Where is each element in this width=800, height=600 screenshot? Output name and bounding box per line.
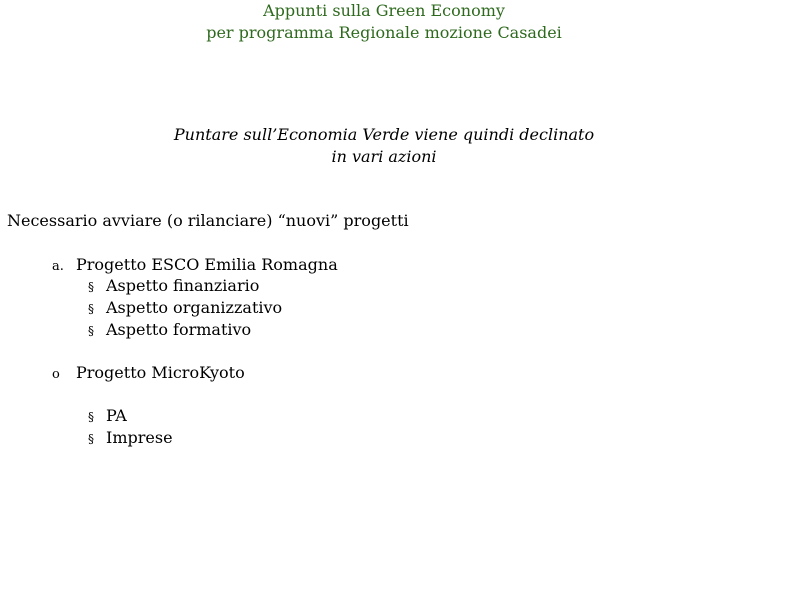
intro-text: Necessario avviare (o rilanciare) “nuovi” progetti: [7, 211, 409, 230]
sub-item-imprese: [88, 427, 173, 450]
list-item-label: Progetto ESCO Emilia Romagna: [76, 255, 338, 274]
square-bullet-icon: §: [88, 302, 94, 316]
list-item-microkyoto: [52, 362, 245, 386]
list-item-label: Progetto MicroKyoto: [76, 363, 245, 382]
sub-item-label: PA: [106, 406, 127, 425]
subtitle-line-1: Puntare sull’Economia Verde viene quindi declinato: [173, 125, 595, 144]
header-title-line-1: Appunti sulla Green Economy: [263, 1, 505, 20]
sub-item-label: Aspetto formativo: [106, 320, 252, 339]
square-bullet-icon: §: [88, 410, 94, 424]
sub-item-label: Aspetto organizzativo: [106, 298, 283, 317]
slide-subtitle: [0, 124, 768, 168]
slide-header: [0, 0, 768, 44]
circle-bullet-icon: o: [52, 367, 60, 382]
sub-item-organizzativo: [88, 297, 282, 320]
sub-item-label: Aspetto finanziario: [106, 276, 260, 295]
list-marker-letter: a.: [52, 259, 64, 274]
square-bullet-icon: §: [88, 324, 94, 338]
header-title-line-2: per programma Regionale mozione Casadei: [206, 23, 562, 42]
sub-item-label: Imprese: [106, 428, 173, 447]
sub-item-finanziario: [88, 275, 259, 298]
square-bullet-icon: §: [88, 432, 94, 446]
subtitle-line-2: in vari azioni: [331, 147, 437, 166]
sub-item-pa: [88, 405, 127, 428]
sub-item-formativo: [88, 319, 251, 342]
square-bullet-icon: §: [88, 280, 94, 294]
